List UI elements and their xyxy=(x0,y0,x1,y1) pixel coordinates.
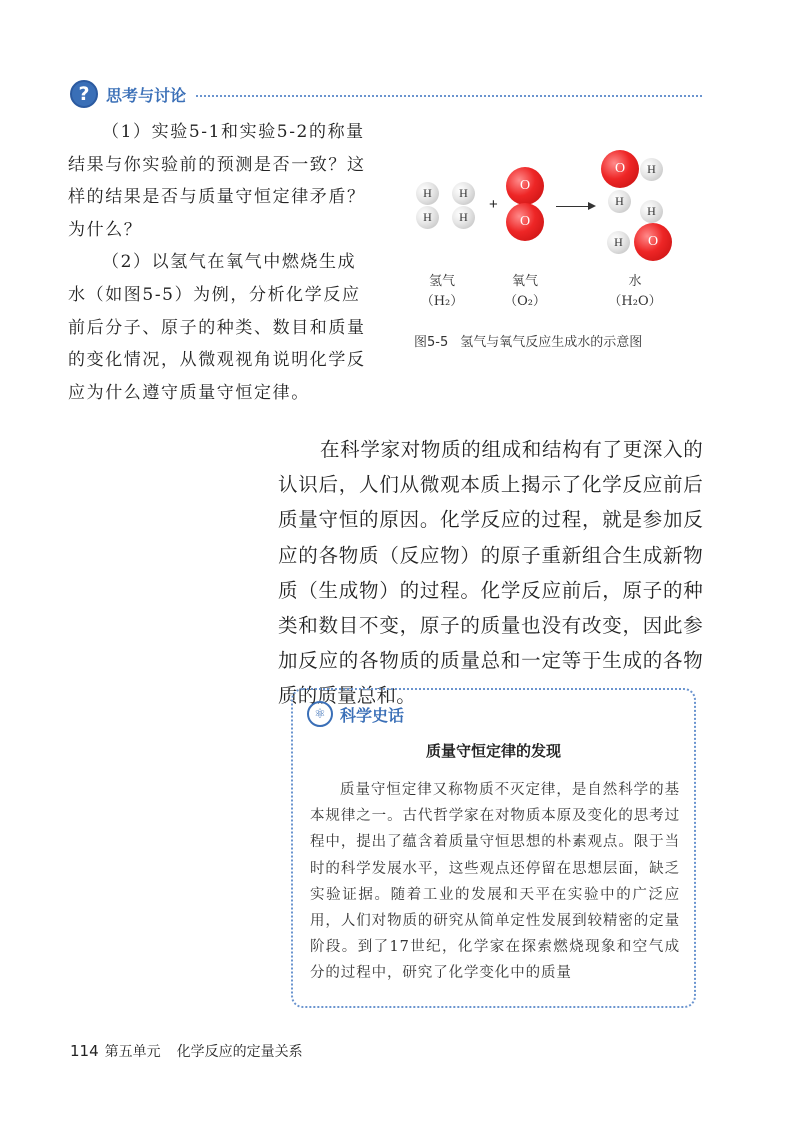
discussion-header xyxy=(70,79,702,109)
label-oxygen-formula: （O₂） xyxy=(504,294,546,309)
figure-number: 图5-5 xyxy=(414,335,449,350)
label-water-name: 水 xyxy=(628,274,642,289)
hydrogen-atom: H xyxy=(452,206,475,229)
oxygen-atom: O xyxy=(506,203,544,241)
hydrogen-atom: H xyxy=(416,182,439,205)
label-oxygen xyxy=(495,272,555,312)
molecule-figure xyxy=(398,140,698,350)
oxygen-atom: O xyxy=(634,223,672,261)
label-water-formula: （H₂O） xyxy=(608,294,662,309)
science-history-box xyxy=(291,688,696,1008)
science-history-header xyxy=(307,701,404,727)
page-footer xyxy=(70,1041,303,1061)
label-oxygen-name: 氧气 xyxy=(511,274,538,289)
hydrogen-atom: H xyxy=(608,190,631,213)
unit-title: 化学反应的定量关系 xyxy=(176,1044,303,1060)
label-hydrogen-formula: （H₂） xyxy=(420,294,464,309)
hydrogen-atom: H xyxy=(452,182,475,205)
magnifier-atom-icon: ⚛ xyxy=(307,701,333,727)
hydrogen-atom: H xyxy=(607,231,630,254)
oxygen-atom: O xyxy=(506,167,544,205)
reaction-arrow xyxy=(556,206,594,207)
page-number: 114 xyxy=(70,1042,99,1060)
main-paragraph-text: 在科学家对物质的组成和结构有了更深入的认识后，人们从微观本质上揭示了化学反应前后质量守恒的原因。化学反应的过程，就是参加反应的各物质（反应物）的原子重新组合生成新物质（生成物）的过程。化学反应前后，原子的种类和数目不变，原子的质量也没有改变，因此参加反应的各物质的质量总和一定等于生成的各物质的质量总和。 xyxy=(278,438,703,708)
plus-sign: + xyxy=(489,196,498,213)
science-history-title: 科学史话 xyxy=(340,705,405,725)
discussion-question-2: （2）以氢气在氧气中燃烧生成水（如图5-5）为例，分析化学反应前后分子、原子的种类、数目和质量的变化情况，从微观视角说明化学反应为什么遵守质量守恒定律。 xyxy=(68,252,366,403)
dotted-divider xyxy=(196,95,702,97)
figure-caption xyxy=(414,331,642,350)
discussion-text xyxy=(68,116,368,409)
label-hydrogen-name: 氢气 xyxy=(428,274,455,289)
label-water xyxy=(605,272,665,312)
main-paragraph xyxy=(278,432,703,714)
question-icon: ? xyxy=(70,80,98,108)
hydrogen-atom: H xyxy=(640,200,663,223)
unit-label: 第五单元 xyxy=(104,1044,161,1060)
hydrogen-atom: H xyxy=(416,206,439,229)
label-hydrogen xyxy=(412,272,472,312)
figure-caption-text: 氢气与氧气反应生成水的示意图 xyxy=(460,335,643,350)
article-body xyxy=(310,777,680,987)
oxygen-atom: O xyxy=(601,150,639,188)
article-title: 质量守恒定律的发现 xyxy=(425,742,561,760)
discussion-question-1: （1）实验5-1和实验5-2的称量结果与你实验前的预测是否一致？这样的结果是否与质量守恒定律矛盾？为什么？ xyxy=(68,122,366,240)
article-body-text: 质量守恒定律又称物质不灭定律，是自然科学的基本规律之一。古代哲学家在对物质本原及变化的思考过程中，提出了蕴含着质量守恒思想的朴素观点。限于当时的科学发展水平，这些观点还停留在思想层面，缺乏实验证据。随着工业的发展和天平在实验中的广泛应用，人们对物质的研究从简单定性发展到较精密的定量阶段。到了17世纪，化学家在探索燃烧现象和空气成分的过程中，研究了化学变化中的质量 xyxy=(310,782,680,982)
hydrogen-atom: H xyxy=(640,158,663,181)
discussion-title: 思考与讨论 xyxy=(106,85,187,105)
